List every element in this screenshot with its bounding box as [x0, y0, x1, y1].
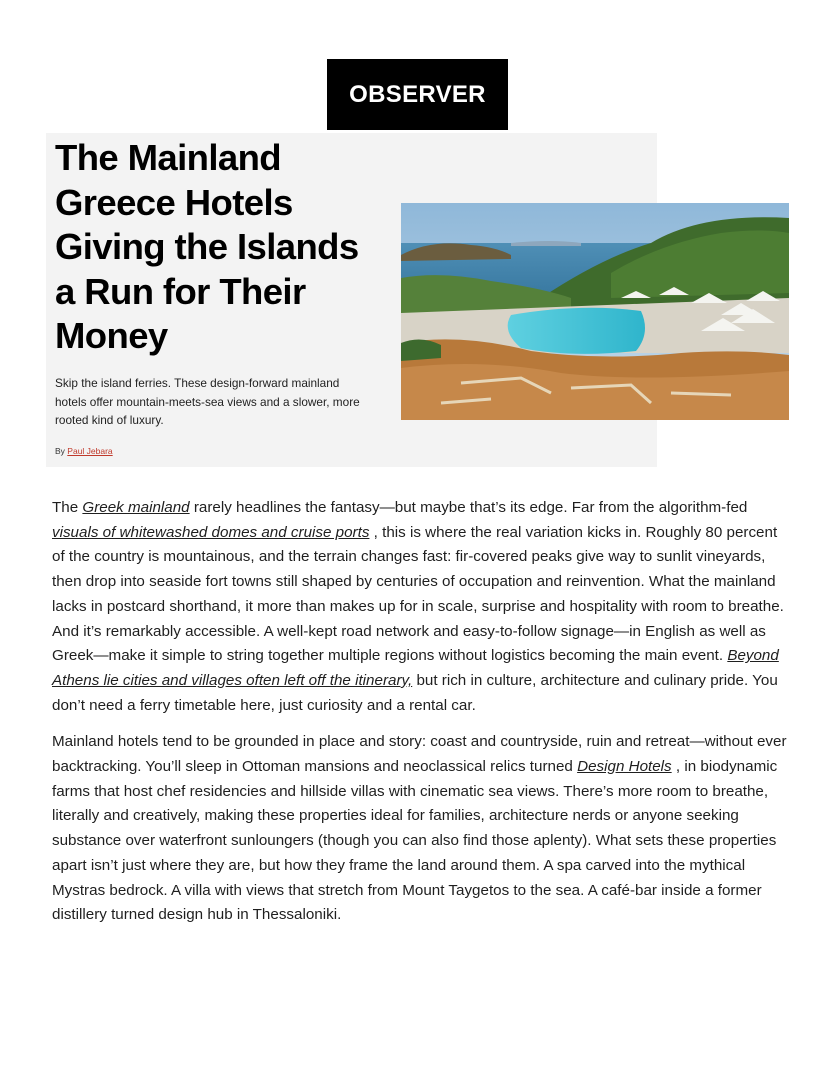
hero-image — [401, 203, 789, 420]
link-visuals-whitewashed-domes[interactable]: visuals of whitewashed domes and cruise ports — [52, 523, 370, 541]
paragraph-2 — [52, 730, 792, 928]
byline-prefix: By — [55, 446, 65, 456]
link-greek-mainland[interactable]: Greek mainland — [82, 499, 190, 516]
paragraph-1 — [52, 496, 792, 718]
hotel-pool-photo-icon — [401, 203, 789, 420]
byline — [55, 446, 113, 456]
link-design-hotels[interactable]: Design Hotels — [577, 758, 672, 776]
article-headline: The Mainland Greece Hotels Giving the Islands a Run for Their Money — [55, 137, 359, 356]
paragraph-text: , in biodynamic farms that host chef residencies and hillside villas with cinematic sea views. There’s more room to breathe, literally and creatively, making these properties ideal for families, architecture nerds or anyone seeking substance over waterfront sunloungers (though you can also find those aplenty). What sets these properties apart isn’t just where they are, but how they frame the land around them. A spa carved into the mythical Mystras bedrock. A villa with views that stretch from Mount Taygetos to the sea. A café-bar inside a former distillery turned design hub in Thessaloniki. — [52, 758, 778, 924]
article-body — [52, 496, 792, 940]
author-link[interactable]: Paul Jebara — [67, 446, 113, 456]
link-beyond-athens[interactable]: Beyond Athens lie cities and villages often left off the itinerary, — [52, 647, 779, 689]
paragraph-text: , this is where the real variation kicks in. Roughly 80 percent of the country is mountainous, and the terrain changes fast: fir-covered peaks give way to sunlit vineyards, then drop into seaside fort towns still shaped by centuries of occupation and reinvention. What the mainland lacks in postcard shorthand, it more than makes up for in scale, surprise and hospitality with room to breathe. And it’s remarkably accessible. A well-kept road network and easy-to-follow signage—in English as well as Greek—make it simple to string together multiple regions without logistics becoming the main event. — [52, 523, 784, 665]
paragraph-text: but rich in culture, architecture and culinary pride. You don’t need a ferry timetable here, just curiosity and a rental car. — [52, 671, 778, 714]
paragraph-text: Mainland hotels tend to be grounded in place and story: coast and countryside, ruin and retreat—without ever backtracking. You’ll sleep in Ottoman mansions and neoclassical relics turned — [52, 733, 787, 776]
paragraph-text: rarely headlines the fantasy—but maybe that’s its edge. Far from the algorithm-fed — [193, 499, 748, 516]
logo-text: OBSERVER — [349, 80, 486, 108]
paragraph-text: The — [52, 499, 83, 516]
article-dek: Skip the island ferries. These design-forward mainland hotels offer mountain-meets-sea views and a slower, more rooted kind of luxury. — [55, 376, 360, 427]
observer-logo[interactable] — [327, 59, 508, 130]
